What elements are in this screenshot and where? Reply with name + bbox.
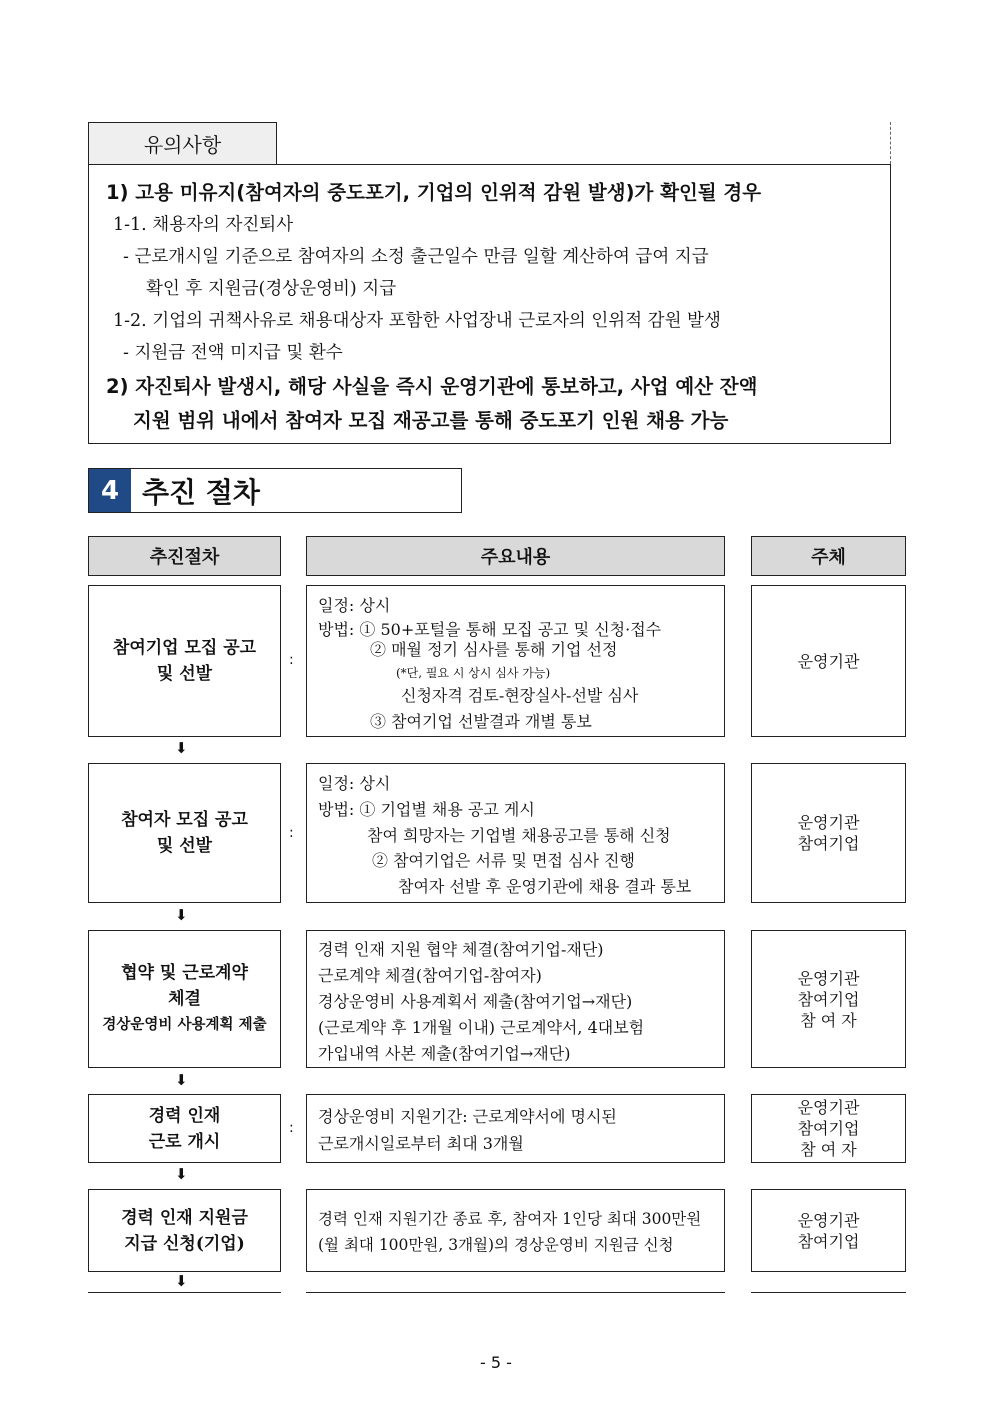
content-cell: 경력 인재 지원 협약 체결(참여기업-재단) 근로계약 체결(참여기업-참여자) 경상운영비 사용계획서 제출(참여기업→재단) (근로계약 후 1개월 이내) 근로계약서, 4대보험 가입내역 사본 제출(참여기업→재단) xyxy=(306,930,725,1068)
step-cell: 협약 및 근로계약 체결 경상운영비 사용계획 제출 xyxy=(88,930,281,1068)
header-content: 주요내용 xyxy=(306,536,725,576)
notice-line: 1) 고용 미유지(참여자의 중도포기, 기업의 인위적 감원 발생)가 확인될 경우 xyxy=(106,181,762,204)
header-entity: 주체 xyxy=(751,536,906,576)
bottom-rule xyxy=(88,1292,281,1293)
down-arrow-icon: ⬇ xyxy=(175,739,188,757)
down-arrow-icon: ⬇ xyxy=(175,1071,188,1089)
bottom-rule xyxy=(751,1292,906,1293)
notice-line: - 근로개시일 기준으로 참여자의 소정 출근일수 만큼 일할 계산하여 급여 지급 xyxy=(123,247,709,267)
step-cell: 참여자 모집 공고 및 선발 xyxy=(88,763,281,903)
notice-box xyxy=(88,164,891,444)
entity-cell: 운영기관 xyxy=(751,585,906,737)
content-cell: 일정: 상시 방법: ① 기업별 채용 공고 게시 참여 희망자는 기업별 채용공고를 통해 신청 ② 참여기업은 서류 및 면접 심사 진행 참여자 선발 후 운영기관에 채용 결과 통보 xyxy=(306,763,725,903)
entity-cell: 운영기관 참여기업 참 여 자 xyxy=(751,1094,906,1163)
notice-line: 2) 자진퇴사 발생시, 해당 사실을 즉시 운영기관에 통보하고, 사업 예산 잔액 xyxy=(106,375,758,398)
step-cell: 경력 인재 지원금 지급 신청(기업) xyxy=(88,1189,281,1272)
header-step: 추진절차 xyxy=(88,536,281,576)
bottom-rule xyxy=(306,1292,725,1293)
down-arrow-icon: ⬇ xyxy=(175,906,188,924)
entity-cell: 운영기관 참여기업 참 여 자 xyxy=(751,930,906,1068)
entity-cell: 운영기관 참여기업 xyxy=(751,1189,906,1272)
down-arrow-icon: ⬇ xyxy=(175,1165,188,1183)
notice-line: 확인 후 지원금(경상운영비) 지급 xyxy=(146,279,397,299)
entity-cell: 운영기관 참여기업 xyxy=(751,763,906,903)
content-cell: 경상운영비 지원기간: 근로계약서에 명시된 근로개시일로부터 최대 3개월 xyxy=(306,1094,725,1163)
page-number: - 5 - xyxy=(480,1353,512,1372)
section-title: 추진 절차 xyxy=(142,475,260,509)
notice-line: - 지원금 전액 미지급 및 환수 xyxy=(123,343,343,363)
notice-tab xyxy=(88,122,277,164)
row-colon: : xyxy=(289,652,294,668)
notice-tab-label: 유의사항 xyxy=(143,133,222,157)
notice-divider xyxy=(890,122,891,164)
row-colon: : xyxy=(289,825,294,841)
step-cell: 참여기업 모집 공고 및 선발 xyxy=(88,585,281,737)
content-cell: 경력 인재 지원기간 종료 후, 참여자 1인당 최대 300만원 (월 최대 100만원, 3개월)의 경상운영비 지원금 신청 xyxy=(306,1189,725,1272)
down-arrow-icon: ⬇ xyxy=(175,1272,188,1290)
notice-line: 1-1. 채용자의 자진퇴사 xyxy=(113,215,294,235)
step-cell: 경력 인재 근로 개시 xyxy=(88,1094,281,1163)
notice-line: 지원 범위 내에서 참여자 모집 재공고를 통해 중도포기 인원 채용 가능 xyxy=(133,409,729,432)
content-cell: 일정: 상시 방법: ① 50+포털을 통해 모집 공고 및 신청·접수 ② 매월 정기 심사를 통해 기업 선정 (*단, 필요 시 상시 심사 가능) 신청자격 검토-현장실사-선발 심사 ③ 참여기업 선발결과 개별 통보 xyxy=(306,585,725,737)
notice-line: 1-2. 기업의 귀책사유로 채용대상자 포함한 사업장내 근로자의 인위적 감원 발생 xyxy=(113,311,721,331)
section-number: 4 xyxy=(89,469,131,512)
row-colon: : xyxy=(289,1120,294,1136)
section-header xyxy=(88,468,462,513)
